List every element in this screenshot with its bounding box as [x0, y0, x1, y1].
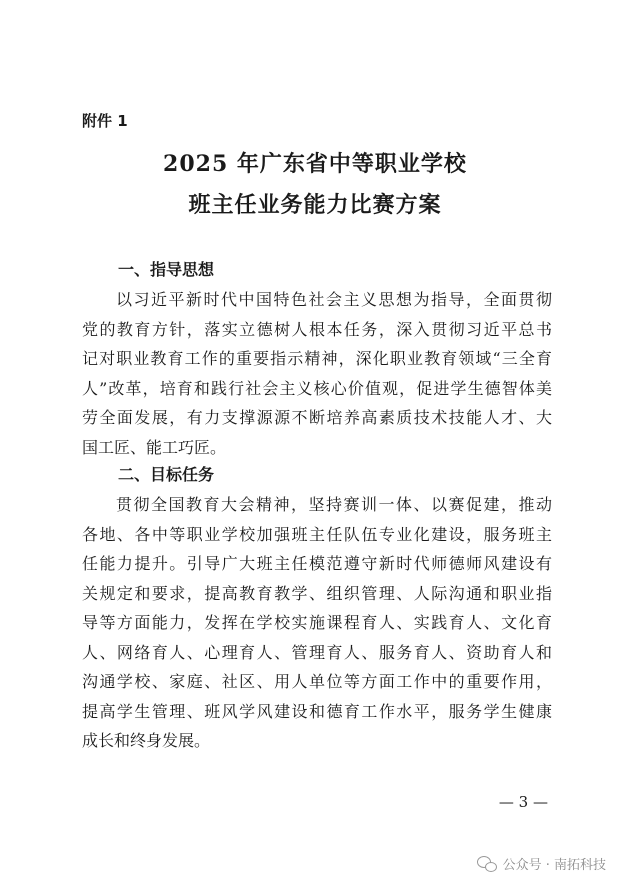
document-title-line-2: 班主任业务能力比赛方案 [188, 192, 442, 218]
paragraph-line: 记对职业教育工作的重要指示精神，深化职业教育领域“三全育 [82, 349, 552, 368]
watermark [477, 854, 606, 873]
section-heading-guiding-ideology: 一、指导思想 [118, 260, 215, 279]
document-title-line-1: 2025 年广东省中等职业学校 [163, 151, 467, 177]
paragraph-line: 劳全面发展，有力支撑源源不断培养高素质技术技能人才、大 [82, 408, 552, 427]
paragraph-line: 党的教育方针，落实立德树人根本任务，深入贯彻习近平总书 [82, 319, 552, 339]
paragraph-line: 沟通学校、家庭、社区、用人单位等方面工作中的重要作用， [82, 672, 552, 691]
section-paragraph-guiding-ideology [82, 285, 552, 462]
paragraph-line: 关规定和要求，提高教育教学、组织管理、人际沟通和职业指 [82, 583, 552, 603]
paragraph-line: 成长和终身发展。 [82, 731, 211, 750]
paragraph-line: 导等方面能力，发挥在学校实施课程育人、实践育人、文化育 [82, 613, 552, 632]
paragraph-line: 国工匠、能工巧匠。 [82, 437, 227, 457]
paragraph-line: 人、网络育人、心理育人、管理育人、服务育人、资助育人和 [82, 642, 552, 662]
section-heading-goals: 二、目标任务 [118, 465, 215, 484]
section-paragraph-goals [82, 490, 552, 756]
paragraph-line: 贯彻全国教育大会精神，坚持赛训一体、以赛促建，推动 [116, 495, 552, 514]
paragraph-line: 各地、各中等职业学校加强班主任队伍专业化建设，服务班主 [82, 524, 552, 544]
paragraph-line: 提高学生管理、班风学风建设和德育工作水平，服务学生健康 [82, 701, 552, 721]
paragraph-line: 以习近平新时代中国特色社会主义思想为指导，全面贯彻 [116, 290, 552, 309]
paragraph-line: 任能力提升。引导广大班主任模范遵守新时代师德师风建设有 [82, 554, 552, 573]
wechat-icon [477, 856, 497, 872]
attachment-label: 附件 1 [82, 112, 128, 130]
watermark-text: 公众号 · 南拓科技 [502, 858, 606, 873]
page-number: — 3 — [498, 793, 548, 811]
paragraph-line: 人”改革，培育和践行社会主义核心价值观，促进学生德智体美 [82, 378, 552, 398]
